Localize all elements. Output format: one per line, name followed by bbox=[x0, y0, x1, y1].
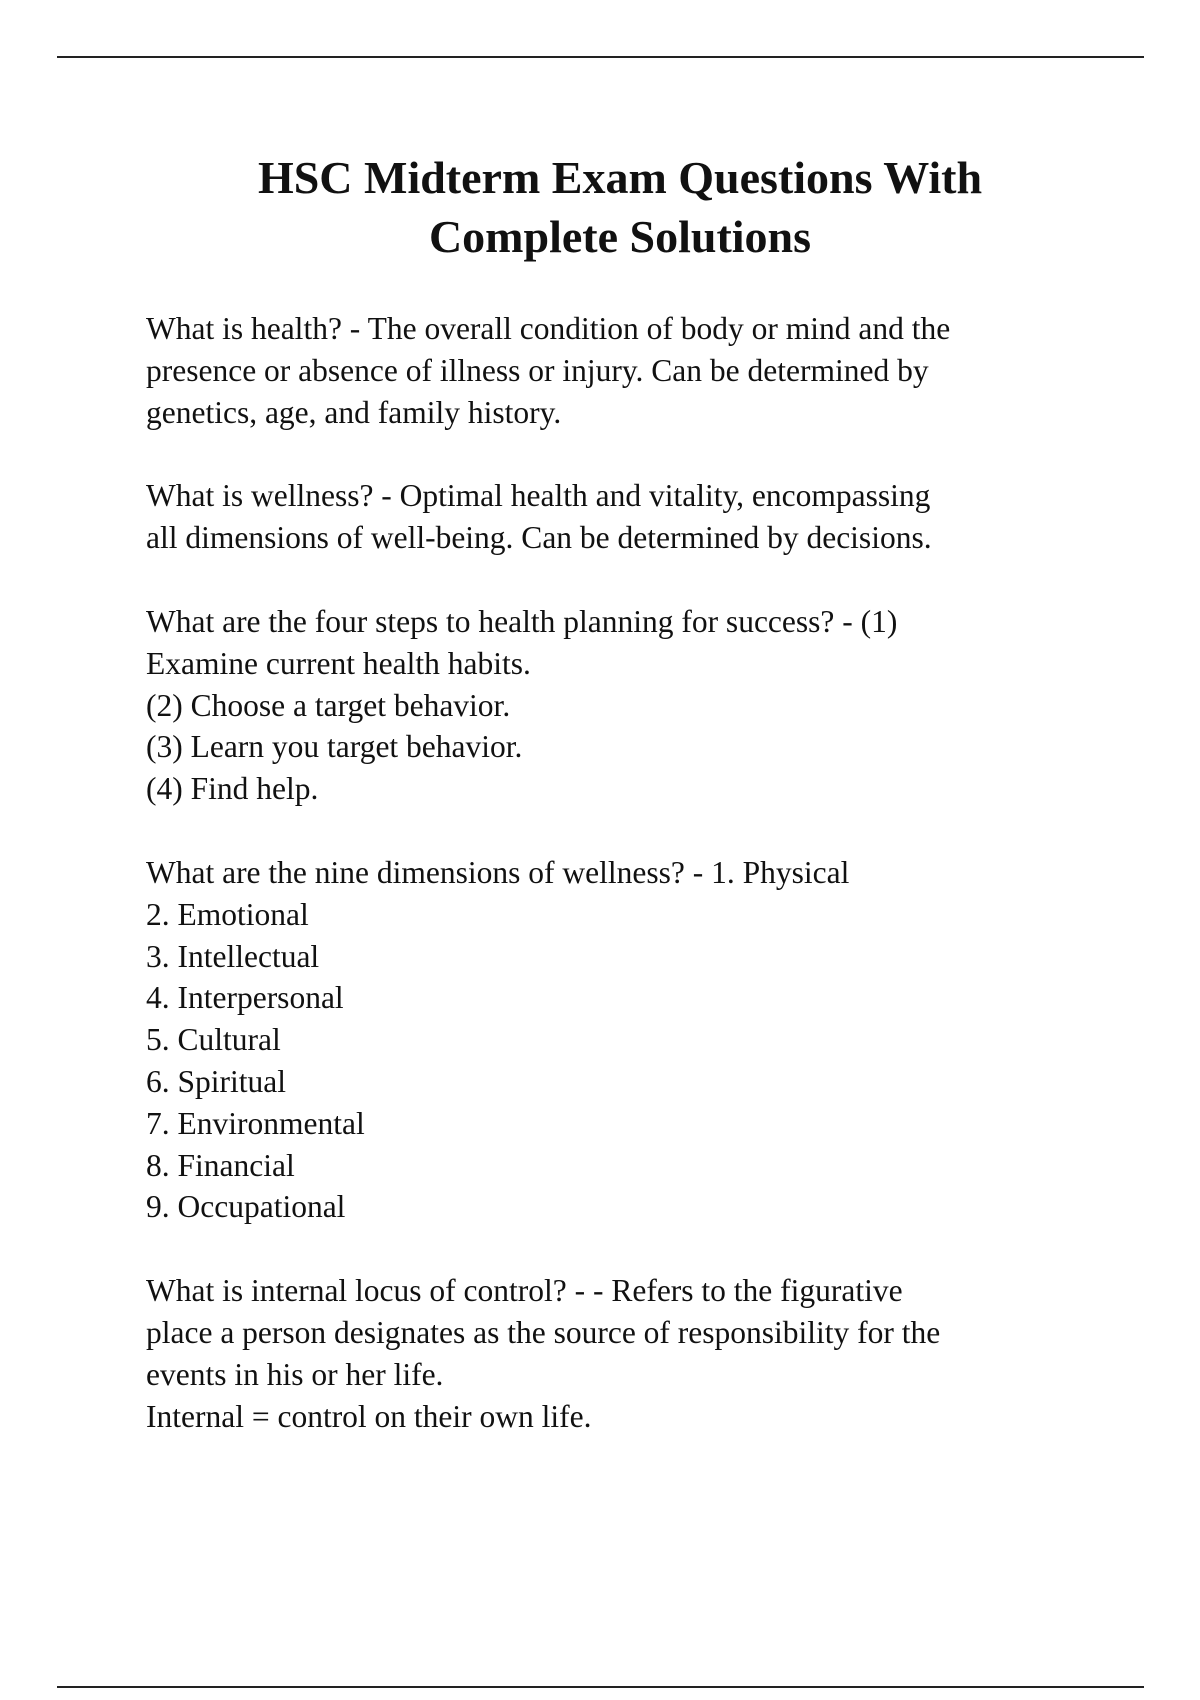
qa-line: 6. Spiritual bbox=[146, 1063, 286, 1099]
page-title bbox=[0, 148, 1200, 266]
qa-item-nine-dimensions bbox=[146, 852, 1086, 1228]
title-line: Complete Solutions bbox=[428, 211, 812, 262]
qa-line: What is health? - The overall condition of body or mind and the bbox=[146, 311, 951, 346]
qa-line: What are the nine dimensions of wellness? - 1. Physical bbox=[146, 854, 850, 890]
qa-line: What is wellness? - Optimal health and vitality, encompassing bbox=[146, 478, 931, 514]
qa-line: 5. Cultural bbox=[146, 1022, 281, 1058]
qa-line: genetics, age, and family history. bbox=[146, 394, 562, 430]
qa-line: Internal = control on their own life. bbox=[146, 1398, 592, 1434]
qa-line: What is internal locus of control? - - Refers to the figurative bbox=[146, 1273, 903, 1309]
qa-item-locus-of-control bbox=[146, 1270, 1086, 1437]
footer-rule bbox=[57, 1686, 1144, 1688]
qa-line: (2) Choose a target behavior. bbox=[146, 687, 511, 723]
qa-item-health bbox=[146, 308, 1086, 433]
qa-line: 4. Interpersonal bbox=[146, 980, 344, 1016]
qa-line: place a person designates as the source of responsibility for the bbox=[146, 1314, 941, 1350]
qa-line: events in his or her life. bbox=[146, 1356, 444, 1392]
qa-line: 2. Emotional bbox=[146, 896, 309, 932]
qa-item-four-steps bbox=[146, 601, 1086, 810]
qa-line: Examine current health habits. bbox=[146, 645, 531, 681]
qa-item-wellness bbox=[146, 475, 1086, 559]
qa-line: 9. Occupational bbox=[146, 1189, 346, 1225]
qa-line: 8. Financial bbox=[146, 1147, 295, 1183]
qa-list bbox=[146, 308, 1086, 1479]
header-rule bbox=[57, 56, 1144, 58]
qa-line: presence or absence of illness or injury. Can be determined by bbox=[146, 352, 929, 388]
qa-line: What are the four steps to health planning for success? - (1) bbox=[146, 603, 898, 639]
qa-line: (4) Find help. bbox=[146, 771, 319, 807]
qa-line: (3) Learn you target behavior. bbox=[146, 729, 523, 765]
qa-line: 7. Environmental bbox=[146, 1105, 365, 1141]
qa-line: 3. Intellectual bbox=[146, 938, 320, 974]
qa-line: all dimensions of well-being. Can be determined by decisions. bbox=[146, 520, 932, 556]
title-line: HSC Midterm Exam Questions With bbox=[257, 152, 983, 203]
